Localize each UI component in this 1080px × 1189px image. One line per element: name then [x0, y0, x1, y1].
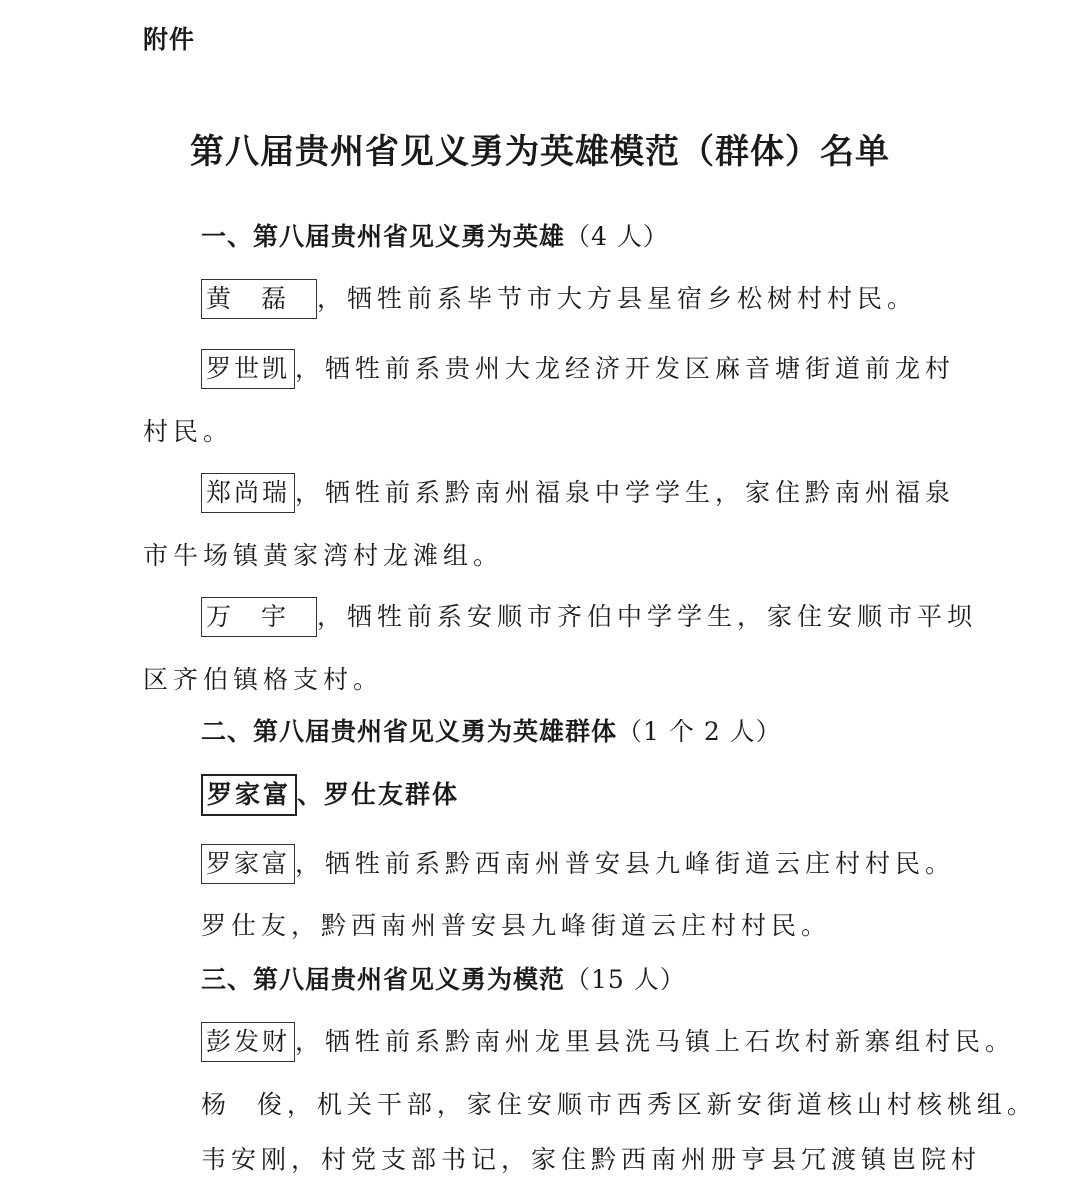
list-item: [201, 279, 917, 319]
entry-text: ，牺牲前系安顺市齐伯中学学生，家住安顺市平坝: [317, 602, 978, 631]
entry-text: ，牺牲前系贵州大龙经济开发区麻音塘街道前龙村: [295, 354, 956, 383]
entry-continuation: 市牛场镇黄家湾村龙滩组。: [143, 541, 504, 570]
list-item: 杨 俊，机关干部，家住安顺市西秀区新安街道核山村核桃组。: [201, 1090, 1037, 1119]
section-heading-text: 二、第八届贵州省见义勇为英雄群体: [201, 717, 618, 746]
page-title: 第八届贵州省见义勇为英雄模范（群体）名单: [190, 132, 890, 172]
name-box: 罗世凯: [201, 349, 295, 389]
section-count: （15 人）: [565, 965, 686, 994]
group-title: [201, 774, 459, 816]
section-count: （4 人）: [565, 222, 669, 251]
name-box: 郑尚瑞: [201, 473, 295, 513]
attachment-label: 附件: [143, 25, 196, 54]
section-heading-3: [201, 960, 686, 1000]
section-heading-text: 一、第八届贵州省见义勇为英雄: [201, 222, 566, 251]
name-box: 万宇: [201, 597, 317, 637]
entry-continuation: 村民。: [143, 417, 234, 446]
group-title-rest: 、罗仕友群体: [297, 780, 460, 809]
name-box: 彭发财: [201, 1022, 295, 1062]
list-item: 罗仕友，黔西南州普安县九峰街道云庄村村民。: [201, 911, 832, 940]
list-item: [201, 597, 977, 637]
list-item: [201, 1022, 1015, 1062]
entry-text: ，牺牲前系黔西南州普安县九峰街道云庄村村民。: [295, 849, 956, 878]
entry-text: ，牺牲前系毕节市大方县星宿乡松树村村民。: [317, 284, 918, 313]
name-box: 罗家富: [201, 844, 295, 884]
list-item: 韦安刚，村党支部书记，家住黔西南州册亨县冗渡镇岜院村: [201, 1145, 982, 1174]
section-heading-2: [201, 712, 782, 752]
entry-text: ，牺牲前系黔南州龙里县洗马镇上石坎村新寨组村民。: [295, 1027, 1016, 1056]
list-item: [201, 349, 955, 389]
section-heading-text: 三、第八届贵州省见义勇为模范: [201, 965, 566, 994]
list-item: [201, 844, 955, 884]
name-box: 黄磊: [201, 279, 317, 319]
entry-text: ，牺牲前系黔南州福泉中学学生，家住黔南州福泉: [295, 478, 956, 507]
section-count: （1 个 2 人）: [617, 717, 782, 746]
name-box: 罗家富: [201, 774, 297, 816]
entry-continuation: 区齐伯镇格支村。: [143, 665, 384, 694]
list-item: [201, 473, 955, 513]
section-heading-1: [201, 217, 669, 257]
